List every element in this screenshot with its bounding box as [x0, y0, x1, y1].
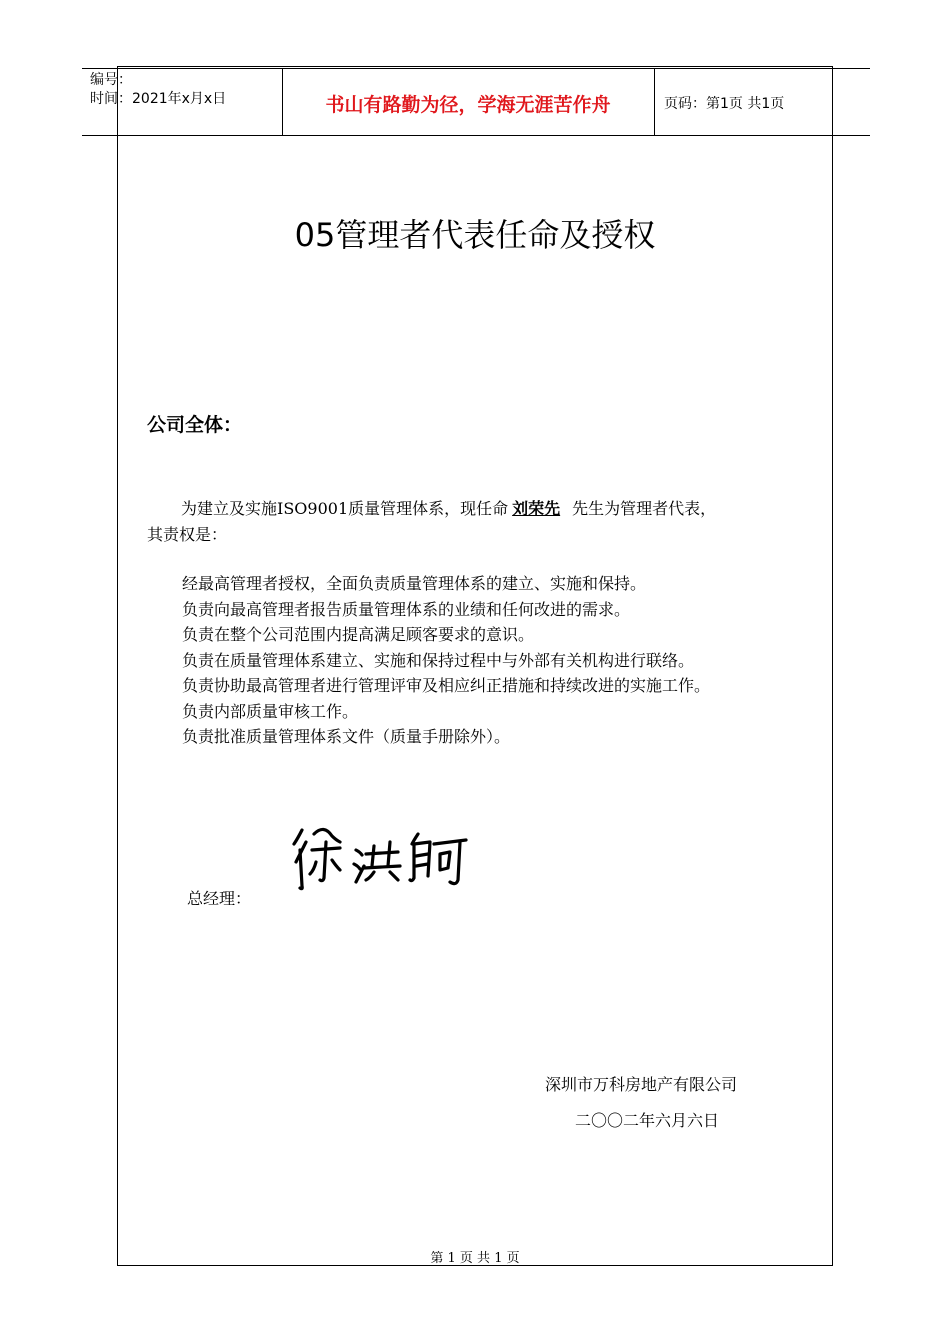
issue-date: 二〇〇二年六月六日 — [575, 1111, 720, 1130]
company-name: 深圳市万科房地产有限公司 — [545, 1075, 738, 1094]
handwritten-signature — [290, 820, 470, 895]
duty-item: 负责协助最高管理者进行管理评审及相应纠正措施和持续改进的实施工作。 — [182, 676, 711, 695]
document-title: 05管理者代表任命及授权 — [294, 216, 656, 254]
appointment-line — [147, 496, 827, 522]
duty-item: 负责在质量管理体系建立、实施和保持过程中与外部有关机构进行联络。 — [182, 650, 695, 670]
duties-list — [182, 571, 710, 750]
page-footer: 第 1 页 共 1 页 — [430, 1251, 520, 1266]
salutation: 公司全体： — [147, 414, 243, 436]
duty-item: 经最高管理者授权，全面负责质量管理体系的建立、实施和保持。 — [182, 574, 647, 593]
document-number-label: 编号： — [90, 72, 132, 88]
appointee-name: 刘荣先 — [512, 499, 561, 518]
header-motto: 书山有路勤为径，学海无涯苦作舟 — [325, 94, 611, 116]
duty-item: 负责在整个公司范围内提高满足顾客要求的意识。 — [182, 625, 535, 644]
intro-after: 先生为管理者代表， — [572, 499, 717, 518]
document-time-label: 时间：2021年x月x日 — [90, 91, 227, 107]
header-bottom-border — [82, 135, 870, 136]
appointment-paragraph — [147, 496, 827, 548]
page-info: 页码：第1页 共1页 — [664, 96, 785, 112]
duty-item: 负责向最高管理者报告质量管理体系的业绩和任何改进的需求。 — [182, 599, 631, 619]
header-divider-2 — [654, 68, 655, 136]
header-top-border — [82, 68, 870, 69]
duty-item: 负责内部质量审核工作。 — [182, 701, 359, 721]
intro-before: 为建立及实施ISO9001质量管理体系，现任命 — [181, 499, 509, 518]
duty-item: 负责批准质量管理体系文件（质量手册除外）。 — [182, 727, 511, 746]
responsibilities-intro: 其责权是： — [147, 525, 228, 544]
general-manager-label: 总经理： — [187, 889, 252, 908]
